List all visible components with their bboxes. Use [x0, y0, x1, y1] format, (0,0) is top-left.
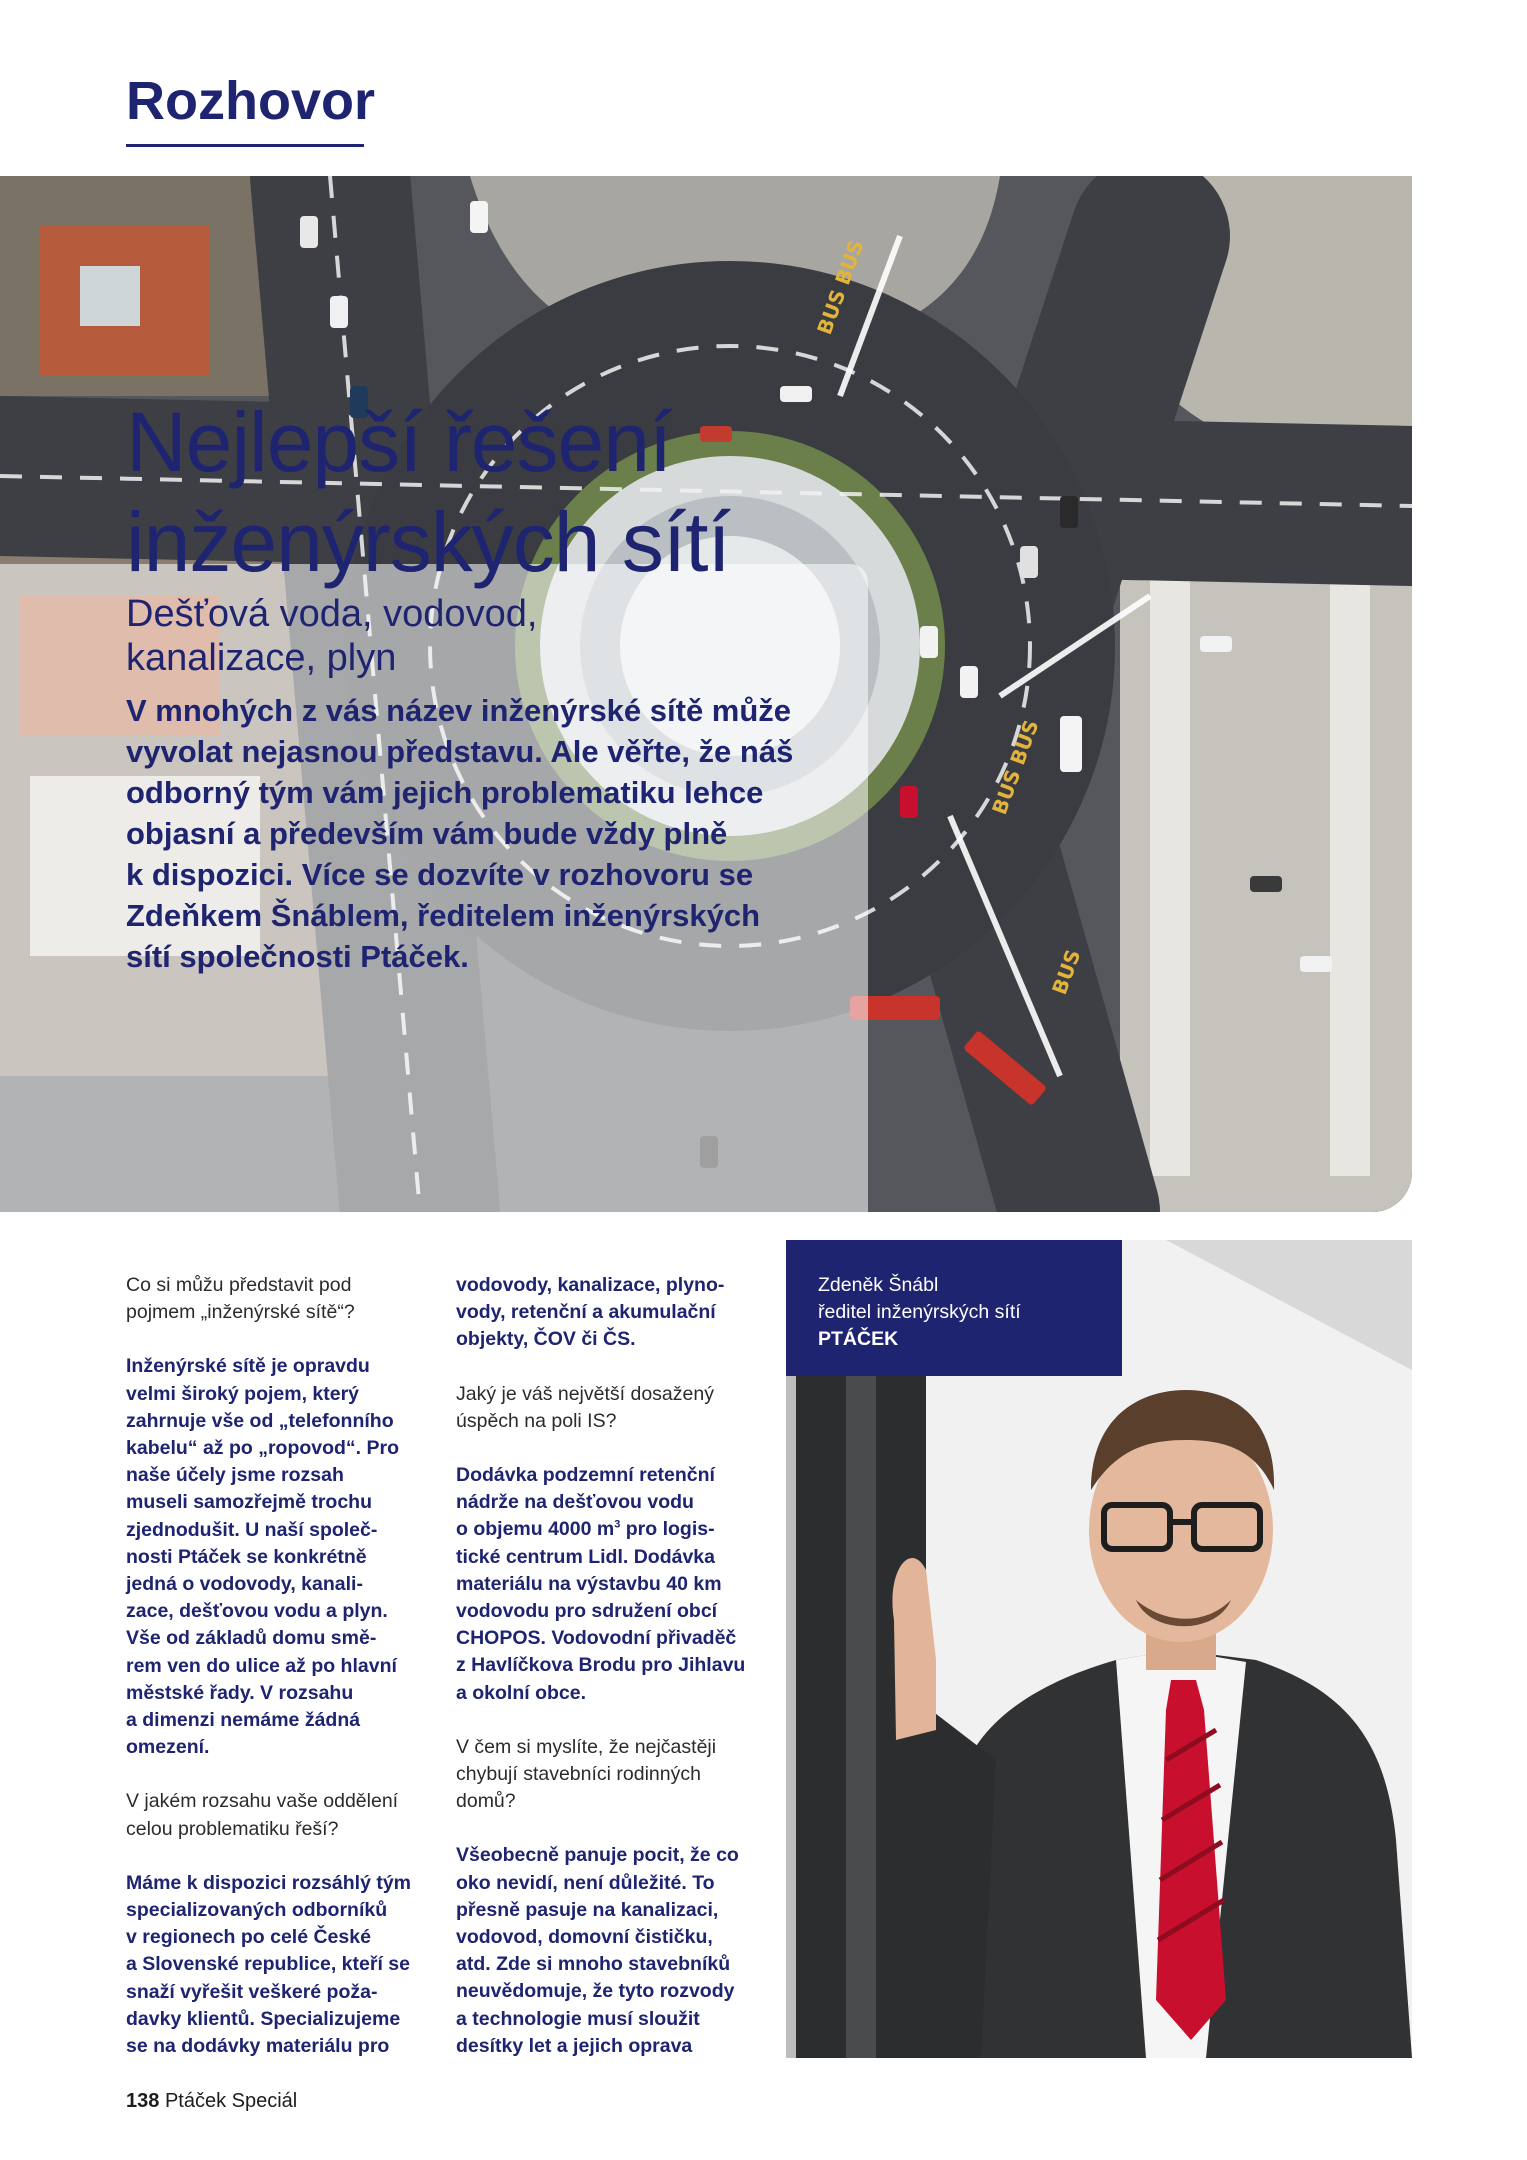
text-line: Máme k dispozici rozsáhlý tým — [126, 1871, 412, 1894]
text-line: o objemu 4000 m — [456, 1518, 615, 1541]
portrait-caption — [786, 1240, 1122, 1376]
article-lead — [126, 690, 866, 977]
text-line: celou problematiku řeší? — [126, 1817, 339, 1840]
caption-company: PTÁČEK — [818, 1328, 899, 1350]
text-line: Dodávka podzemní retenční — [456, 1464, 715, 1487]
text-line: tické centrum Lidl. Dodávka — [456, 1545, 715, 1568]
lead-line: sítí společnosti Ptáček. — [126, 939, 469, 974]
text-line: vody, retenční a akumulační — [456, 1301, 716, 1324]
text-line: museli samozřejmě trochu — [126, 1491, 372, 1514]
article-column-1 — [126, 1272, 446, 2087]
section-title: Rozhovor — [126, 71, 375, 131]
text-line: CHOPOS. Vodovodní přivaděč — [456, 1627, 737, 1650]
subhead-line: Dešťová voda, vodovod, — [126, 593, 538, 635]
text-line: a okolní obce. — [456, 1681, 587, 1704]
text-line: naše účely jsme rozsah — [126, 1464, 344, 1487]
text-line: zahrnuje vše od „telefonního — [126, 1409, 394, 1432]
road-marking-bus-1: BUS BUS — [812, 236, 869, 338]
text-line: domů? — [456, 1790, 516, 1813]
text-line: zjednodušit. U naší společ- — [126, 1518, 378, 1541]
text-line: velmi široký pojem, který — [126, 1382, 360, 1405]
text-line: úspěch na poli IS? — [456, 1409, 617, 1432]
text-line: kabelu“ až po „ropovod“. Pro — [126, 1437, 400, 1460]
text-line: Co si můžu představit pod — [126, 1274, 352, 1296]
text-line: přesně pasuje na kanalizaci, — [456, 1898, 719, 1921]
interview-answer — [126, 1870, 446, 2060]
text-line: vodovod, domovní čističku, — [456, 1926, 713, 1949]
interview-question — [126, 1272, 446, 1326]
page-number: 138 — [126, 2090, 160, 2112]
headline-line: inženýrských sítí — [126, 495, 730, 589]
page-footer — [126, 2090, 297, 2113]
lead-line: vyvolat nejasnou představu. Ale věřte, že náš — [126, 734, 794, 769]
interview-answer — [456, 1272, 766, 1354]
text-line: jedná o vodovody, kanali- — [126, 1573, 363, 1596]
text-line: desítky let a jejich oprava — [456, 2034, 693, 2057]
publication-name: Ptáček Speciál — [164, 2090, 298, 2112]
text-line: Jaký je váš největší dosažený — [456, 1382, 714, 1405]
superscript: 3 — [614, 1518, 621, 1531]
text-line: Inženýrské sítě je opravdu — [126, 1355, 370, 1378]
text-line: omezení. — [126, 1736, 210, 1759]
text-line: vodovodu pro sdružení obcí — [456, 1600, 718, 1623]
text-line: V jakém rozsahu vaše oddělení — [126, 1790, 399, 1813]
interview-question — [456, 1381, 766, 1435]
lead-line: Zdeňkem Šnáblem, ředitelem inženýrských — [126, 898, 761, 933]
interview-question — [126, 1788, 446, 1842]
text-line: snaží vyřešit veškeré poža- — [126, 1980, 378, 2003]
caption-role: ředitel inženýrských sítí — [818, 1301, 1021, 1323]
text-line: V čem si myslíte, že nejčastěji — [456, 1735, 717, 1758]
caption-name: Zdeněk Šnábl — [818, 1274, 939, 1296]
interview-answer — [456, 1462, 766, 1707]
headline-line: Nejlepší řešení — [126, 395, 672, 489]
text-line: atd. Zde si mnoho stavebníků — [456, 1953, 731, 1976]
text-line: rem ven do ulice až po hlavní — [126, 1654, 397, 1677]
lead-line: odborný tým vám jejich problematiku lehce — [126, 775, 764, 810]
text-line: vodovody, kanalizace, plyno- — [456, 1274, 725, 1296]
text-line: Všeobecně panuje pocit, že co — [456, 1844, 739, 1867]
interview-answer — [126, 1353, 446, 1761]
text-line: v regionech po celé České — [126, 1926, 371, 1949]
text-line: nádrže na dešťovou vodu — [456, 1491, 694, 1514]
text-line: Vše od základů domu smě- — [126, 1627, 377, 1650]
text-line: zace, dešťovou vodu a plyn. — [126, 1600, 388, 1623]
text-line: a technologie musí sloužit — [456, 2007, 700, 2030]
text-line: pojmem „inženýrské sítě“? — [126, 1301, 355, 1324]
lead-line: k dispozici. Více se dozvíte v rozhovoru se — [126, 857, 754, 892]
article-subhead — [126, 592, 826, 680]
interview-question — [456, 1734, 766, 1816]
article-headline — [126, 392, 886, 592]
text-line: nosti Ptáček se konkrétně — [126, 1545, 367, 1568]
text-line: neuvědomuje, že tyto rozvody — [456, 1980, 735, 2003]
subhead-line: kanalizace, plyn — [126, 637, 397, 679]
lead-line: objasní a především vám bude vždy plně — [126, 816, 728, 851]
text-line: městské řady. V rozsahu — [126, 1681, 354, 1704]
text-line: objekty, ČOV či ČS. — [456, 1328, 636, 1351]
text-line: se na dodávky materiálu pro — [126, 2035, 390, 2058]
interview-answer — [456, 1842, 766, 2060]
lead-line: V mnohých z vás název inženýrské sítě může — [126, 693, 792, 728]
text-line: pro logis- — [620, 1518, 715, 1541]
road-marking-bus-3: BUS — [1047, 946, 1086, 998]
article-column-2 — [456, 1272, 766, 2087]
text-line: a Slovenské republice, kteří se — [126, 1953, 410, 1976]
text-line: oko nevidí, není důležité. To — [456, 1871, 715, 1894]
section-title-underline — [126, 144, 364, 147]
text-line: a dimenzi nemáme žádná — [126, 1709, 361, 1732]
road-marking-bus-2: BUS BUS — [987, 716, 1044, 818]
text-line: davky klientů. Specializujeme — [126, 2007, 401, 2030]
text-line: specializovaných odborníků — [126, 1899, 388, 1922]
text-line: z Havlíčkova Brodu pro Jihlavu — [456, 1654, 746, 1677]
text-line: chybují stavebníci rodinných — [456, 1763, 701, 1786]
text-line: materiálu na výstavbu 40 km — [456, 1572, 722, 1595]
